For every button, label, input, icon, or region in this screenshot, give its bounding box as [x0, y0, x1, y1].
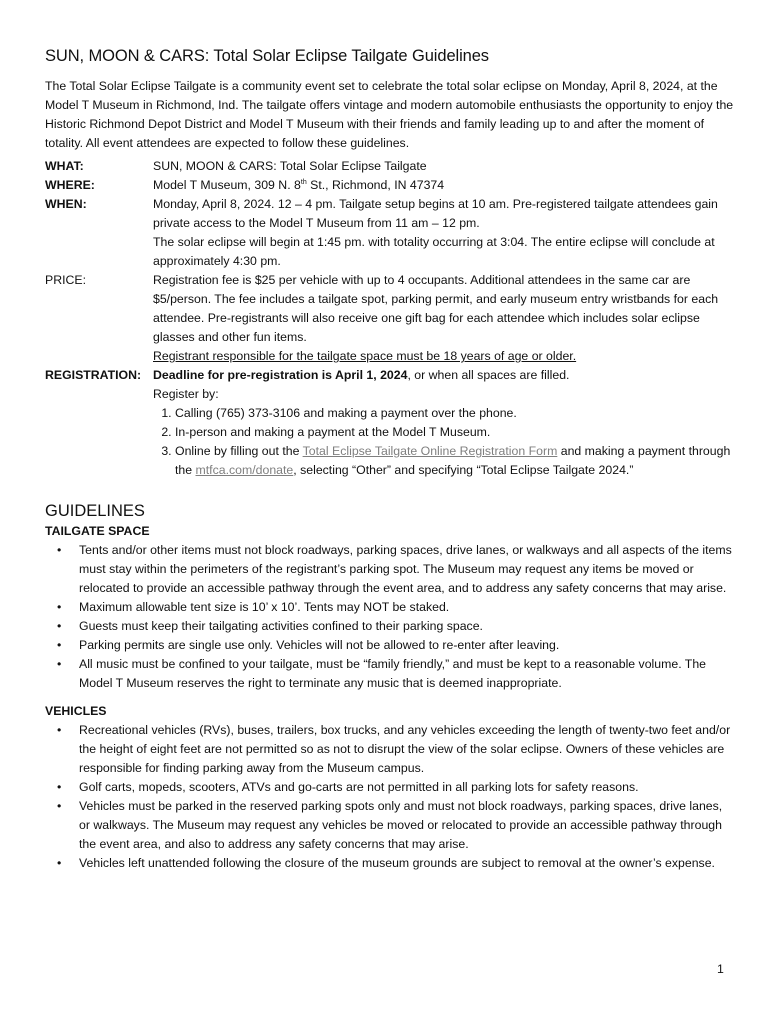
when-row [45, 195, 735, 271]
where-label: WHERE: [45, 178, 95, 192]
registration-methods-list [153, 404, 735, 480]
donate-link[interactable]: mtfca.com/donate [195, 463, 294, 477]
price-label: PRICE: [45, 273, 86, 287]
tailgate-space-heading: TAILGATE SPACE [45, 524, 150, 538]
online-text-start: Online by filling out the [175, 444, 303, 458]
list-item: • Maximum allowable tent size is 10’ x 10’. Tents may NOT be staked. [79, 598, 735, 617]
where-row [45, 176, 735, 195]
where-address-start: Model T Museum, 309 N. 8 [153, 178, 301, 192]
list-item: • Guests must keep their tailgating activities confined to their parking space. [79, 617, 735, 636]
deadline-rest: , or when all spaces are filled. [407, 368, 570, 382]
intro-paragraph: The Total Solar Eclipse Tailgate is a community event set to celebrate the total solar eclipse on Monday, April 8, 2024, at the Model T Museum in Richmond, Ind. The tailgate offers vintage and modern automobile enthusiasts the opportunity to enjoy the Historic Richmond Depot District and Model T Museum with their friends and family leading up to and after the moment of totality. All event attendees are expected to follow these guidelines. [45, 79, 734, 150]
page-number: 1 [717, 962, 724, 976]
what-label: WHAT: [45, 159, 84, 173]
page-title: SUN, MOON & CARS: Total Solar Eclipse Tailgate Guidelines [45, 47, 489, 65]
registration-deadline [153, 366, 735, 385]
vehicles-guidelines-list [45, 721, 735, 873]
deadline-bold: Deadline for pre-registration is April 1, 2024 [153, 368, 408, 382]
when-line-1: Monday, April 8, 2024. 12 – 4 pm. Tailgate setup begins at 10 am. Pre-registered tailgate attendees gain private access to the Model T Museum from 11 am – 12 pm. [153, 197, 718, 230]
list-item: • Recreational vehicles (RVs), buses, trailers, box trucks, and any vehicles exceeding the length of twenty-two feet and/or the height of eight feet are not permitted so as not to disrupt the view of the solar eclipse. Owners of these vehicles are responsible for finding parking away from the Museum campus. [79, 721, 735, 778]
guidelines-heading: GUIDELINES [45, 502, 145, 520]
price-description: Registration fee is $25 per vehicle with up to 4 occupants. Additional attendees in the same car are $5/person. The fee includes a tailgate spot, parking permit, and early museum entry wristbands for each attendee. Pre-registrants will also receive one gift bag for each attendee which includes solar eclipse glasses and other fun items. [153, 273, 719, 344]
what-text: SUN, MOON & CARS: Total Solar Eclipse Tailgate [153, 159, 427, 173]
when-line-2: The solar eclipse will begin at 1:45 pm. with totality occurring at 3:04. The entire eclipse will conclude at approximately 4:30 pm. [153, 235, 715, 268]
price-age-note: Registrant responsible for the tailgate space must be 18 years of age or older. [153, 349, 577, 363]
registration-method-in-person: 2. In-person and making a payment at the Model T Museum. [175, 423, 735, 442]
where-address-end: St., Richmond, IN 47374 [306, 178, 445, 192]
when-label: WHEN: [45, 197, 87, 211]
registration-label: REGISTRATION: [45, 368, 142, 382]
registration-method-phone: 1. Calling (765) 373-3106 and making a payment over the phone. [175, 404, 735, 423]
list-item: • Tents and/or other items must not block roadways, parking spaces, drive lanes, or walkways and all aspects of the items must stay within the perimeters of the registrant’s parking spot. The Museum may request any items be moved or relocated to provide an accessible pathway through the event area, and to address any safety concerns that may arise. [79, 541, 735, 598]
list-item: • Golf carts, mopeds, scooters, ATVs and go-carts are not permitted in all parking lots for safety reasons. [79, 778, 735, 797]
what-row [45, 157, 735, 176]
online-text-end: , selecting “Other” and specifying “Total Eclipse Tailgate 2024.” [293, 463, 634, 477]
registration-method-online [175, 442, 735, 480]
list-item: • Parking permits are single use only. Vehicles will not be allowed to re-enter after leaving. [79, 636, 735, 655]
list-item: • Vehicles must be parked in the reserved parking spots only and must not block roadways, parking spaces, drive lanes, or walkways. The Museum may request any vehicles be moved or relocated to provide an accessible pathway through the event area, and also to address any safety concerns that may arise. [79, 797, 735, 854]
registration-form-link[interactable]: Total Eclipse Tailgate Online Registration Form [302, 444, 558, 458]
where-superscript: th [300, 178, 307, 186]
list-item: • All music must be confined to your tailgate, must be “family friendly,” and must be kept to a reasonable volume. The Model T Museum reserves the right to terminate any music that is deemed inappropriate. [79, 655, 735, 693]
registration-text [153, 366, 735, 480]
tailgate-guidelines-list [45, 541, 735, 693]
price-row [45, 271, 735, 366]
where-text [153, 176, 735, 195]
document-page [45, 44, 735, 873]
vehicles-heading: VEHICLES [45, 704, 107, 718]
registration-row [45, 366, 735, 480]
register-by-label: Register by: [153, 387, 219, 401]
online-text-mid: and making a payment through the [175, 444, 731, 477]
when-text [153, 195, 735, 271]
price-text [153, 271, 735, 366]
list-item: • Vehicles left unattended following the closure of the museum grounds are subject to removal at the owner’s expense. [79, 854, 735, 873]
